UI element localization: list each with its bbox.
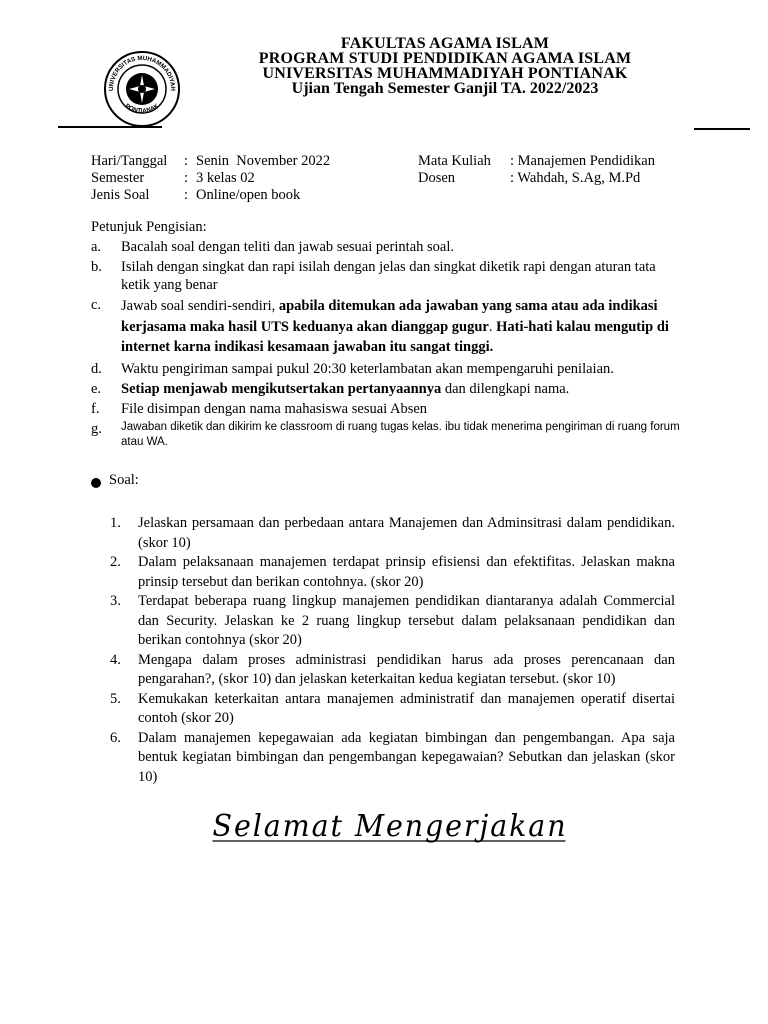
instruction-text: Waktu pengiriman sampai pukul 20:30 keterlambatan akan mempengaruhi penilaian. xyxy=(121,360,614,377)
university-logo xyxy=(103,50,181,128)
instruction-item xyxy=(91,258,681,294)
instruction-text-bold: Hati-hati kalau mengutip di internet karna indikasi kesamaan jawaban itu sangat tinggi. xyxy=(121,318,669,355)
info-value: 3 kelas 02 xyxy=(196,170,255,186)
header-rule-right xyxy=(694,128,750,130)
question-text: Dalam manajemen kepegawaian ada kegiatan bimbingan dan pengembangan. Apa saja bentuk kegiatan bimbingan dan pengembangan kepegawaian? Sebutkan dan jelaskan (skor 10) xyxy=(138,729,675,785)
instructions-title: Petunjuk Pengisian: xyxy=(91,219,207,235)
instruction-marker: f. xyxy=(91,400,100,417)
question-item xyxy=(110,690,675,729)
instruction-marker: c. xyxy=(91,297,102,313)
university-seal-icon xyxy=(103,50,181,128)
info-key: Hari/Tanggal xyxy=(91,153,168,169)
instruction-text: File disimpan dengan nama mahasiswa sesuai Absen xyxy=(121,400,428,417)
info-value: : Wahdah, S.Ag, M.Pd xyxy=(510,170,641,186)
question-number: 5. xyxy=(110,690,121,707)
question-number: 4. xyxy=(110,651,121,668)
info-key: Jenis Soal xyxy=(91,187,150,203)
faculty-title: FAKULTAS AGAMA ISLAM xyxy=(340,35,550,52)
instruction-text-plain: dan dilengkapi nama. xyxy=(441,380,570,397)
question-item xyxy=(110,553,675,592)
question-list xyxy=(110,514,675,787)
question-text: Terdapat beberapa ruang lingkup manajemen pendidikan diantaranya adalah Commercial dan Security. Jelaskan ke 2 ruang lingkup tersebut dalam pelaksanaan pendidikan dan berikan contohnya (skor 20) xyxy=(138,593,675,648)
exam-info-left xyxy=(91,153,330,204)
info-row xyxy=(418,153,655,170)
instruction-text-bold: apabila ditemukan ada jawaban yang sama atau ada indikasi kerjasama maka hasil UTS keduanya akan dianggap gugur xyxy=(121,298,658,335)
instruction-item xyxy=(91,380,681,398)
questions-label: Soal: xyxy=(109,472,139,488)
instruction-text-plain: . xyxy=(488,318,497,335)
questions-heading xyxy=(91,472,139,489)
question-number: 3. xyxy=(110,593,121,609)
info-key: Dosen xyxy=(418,170,456,186)
instructions xyxy=(91,218,681,452)
instruction-text xyxy=(121,296,681,358)
exam-title: Ujian Tengah Semester Ganjil TA. 2022/2023 xyxy=(291,80,599,97)
instruction-item xyxy=(91,400,681,418)
exam-info-right xyxy=(418,153,655,187)
instruction-marker: b. xyxy=(91,259,102,275)
question-item xyxy=(110,514,675,553)
closing-script-svg xyxy=(205,808,575,848)
university-title: UNIVERSITAS MUHAMMADIYAH PONTIANAK xyxy=(262,65,628,82)
instruction-text: Isilah dengan singkat dan rapi isilah dengan jelas dan singkat diketik rapi dengan aturan tata ketik yang benar xyxy=(121,259,656,293)
question-number: 2. xyxy=(110,554,121,570)
question-number: 6. xyxy=(110,729,121,746)
info-row: Semester : 3 kelas 02 xyxy=(91,170,255,186)
question-text: Dalam pelaksanaan manajemen terdapat prinsip efisiensi dan efektifitas. Jelaskan makna prinsip tersebut dan berikan contohnya. (skor 20) xyxy=(138,554,675,590)
instruction-marker: e. xyxy=(91,380,102,397)
bullet-icon xyxy=(91,478,101,488)
instruction-text xyxy=(121,380,681,398)
instruction-text-plain: Jawab soal sendiri-sendiri, xyxy=(121,298,279,314)
logo-ring-bottom: PONTIANAK xyxy=(123,102,161,115)
question-text: Mengapa dalam proses administrasi pendidikan harus ada proses perencanaan dan pengarahan?, (skor 10) dan jelaskan keterkaitan kedua kegiatan tersebut. (skor 10) xyxy=(138,651,675,687)
info-value: : Manajemen Pendidikan xyxy=(510,153,655,169)
info-row: Hari/Tanggal : Senin November 2022 xyxy=(91,153,331,169)
question-text: Kemukakan keterkaitan antara manajemen administratif dan manajemen operatif disertai contoh (skor 20) xyxy=(138,690,675,726)
instruction-marker: d. xyxy=(91,360,102,377)
instruction-marker: a. xyxy=(91,239,102,255)
info-key: Mata Kuliah xyxy=(418,153,491,169)
instruction-text: Jawaban diketik dan dikirim ke classroom di ruang tugas kelas. ibu tidak menerima pengiriman di ruang forum atau WA. xyxy=(121,420,680,448)
closing-message xyxy=(205,808,575,848)
info-key: Semester xyxy=(91,170,145,186)
question-item xyxy=(110,729,675,788)
header-rule-left xyxy=(58,126,162,128)
question-item xyxy=(110,651,675,690)
program-title: PROGRAM STUDI PENDIDIKAN AGAMA ISLAM xyxy=(258,50,632,67)
info-row: Jenis Soal : Online/open book xyxy=(91,187,301,203)
document-header xyxy=(200,36,690,96)
instruction-marker: g. xyxy=(91,420,102,437)
info-row xyxy=(418,170,655,187)
logo-ring-top: UNIVERSITAS MUHAMMADIYAH xyxy=(107,54,177,92)
closing-text: Selamat Mengerjakan xyxy=(212,809,568,844)
info-value: Online/open book xyxy=(196,187,301,203)
instruction-text-bold: Setiap menjawab mengikutsertakan pertanyaannya xyxy=(121,380,442,397)
question-number: 1. xyxy=(110,515,121,531)
question-text: Jelaskan persamaan dan perbedaan antara Manajemen dan Adminsitrasi dalam pendidikan. (skor 10) xyxy=(138,515,675,551)
instruction-item xyxy=(91,420,681,450)
info-value: Senin November 2022 xyxy=(196,153,331,169)
instruction-item xyxy=(91,296,681,358)
instruction-item xyxy=(91,238,681,256)
instruction-text: Bacalah soal dengan teliti dan jawab sesuai perintah soal. xyxy=(121,239,454,255)
instruction-item xyxy=(91,360,681,378)
question-item xyxy=(110,592,675,651)
